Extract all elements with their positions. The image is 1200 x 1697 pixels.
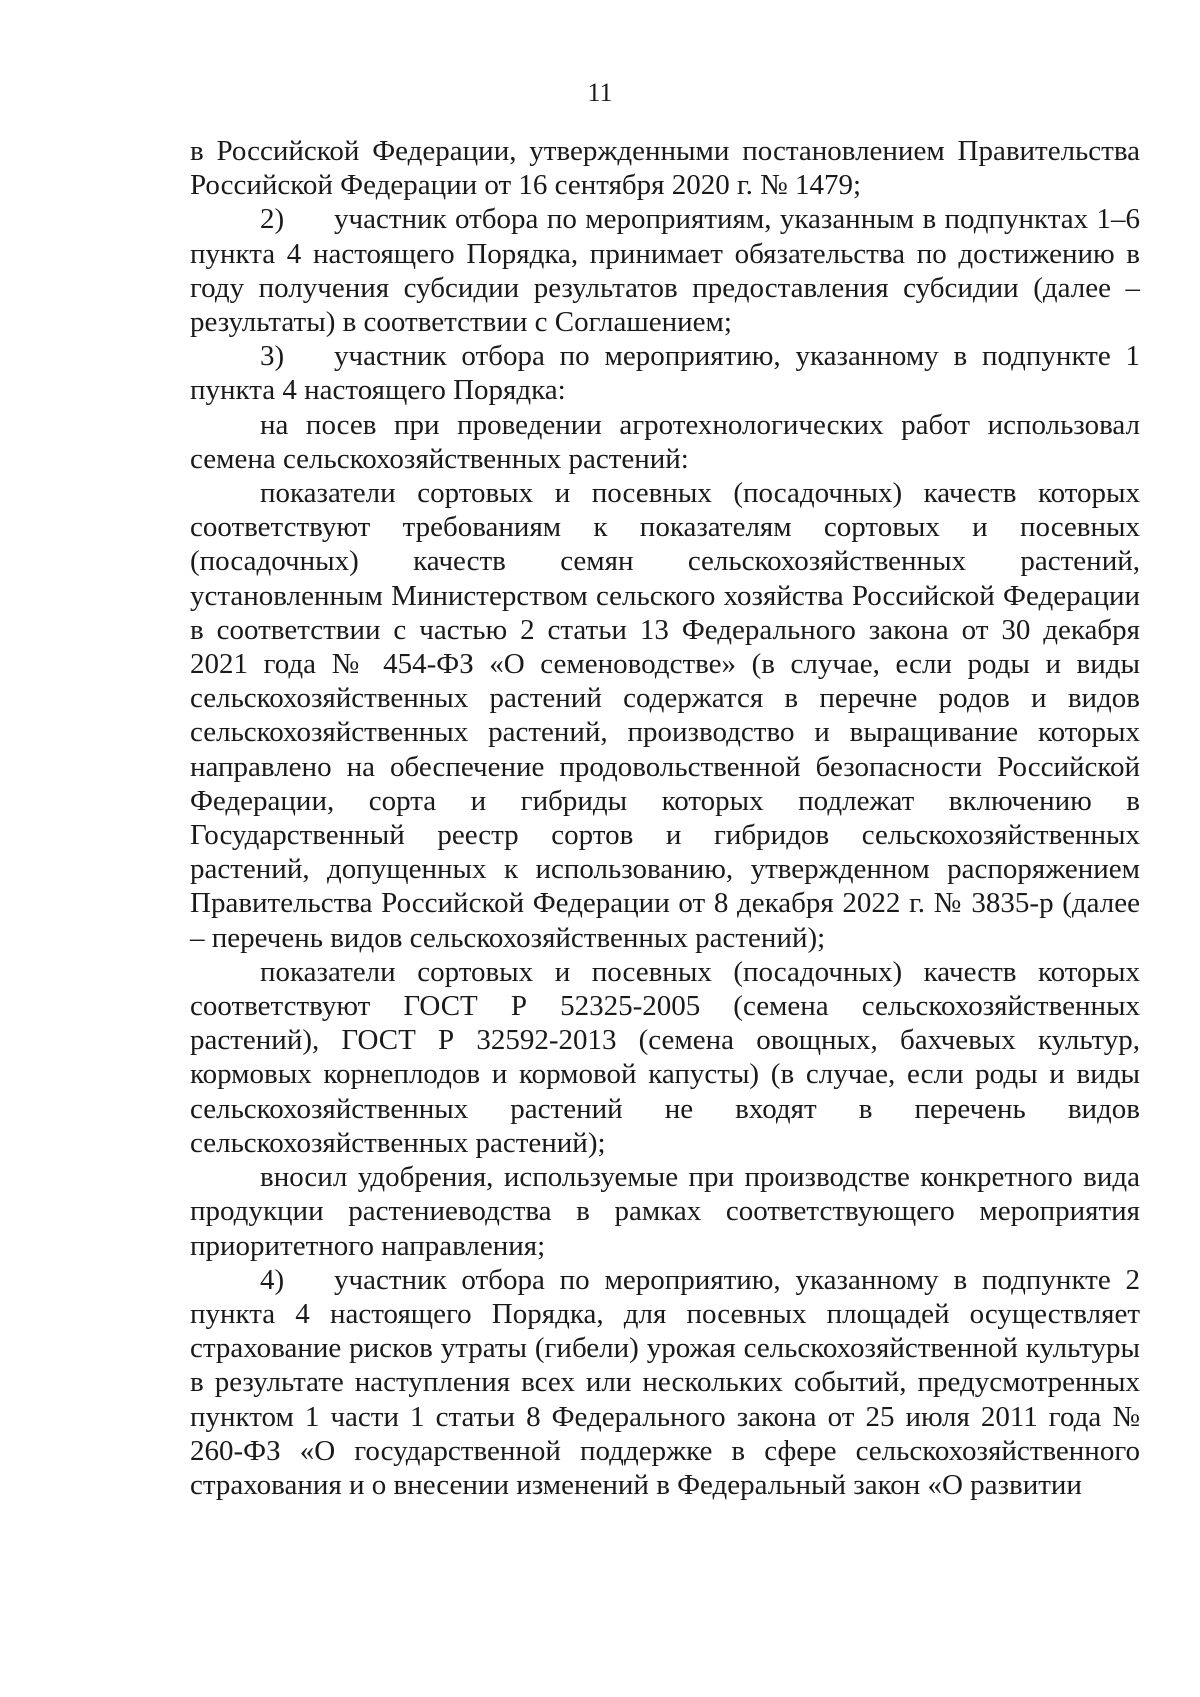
item-number: 4) xyxy=(260,1263,285,1296)
paragraph-text: участник отбора по мероприятию, указанному в подпункте 1 пункта 4 настоящего Порядка: xyxy=(190,340,1140,407)
paragraph-item-3 xyxy=(190,339,1140,407)
paragraph-text: участник отбора по мероприятию, указанному в подпункте 2 пункта 4 настоящего Порядка, для посевных площадей осуществляет страхование рисков утраты (гибели) урожая сельскохозяйственной культуры в результате наступления всех или нескольких событий, предусмотренных пунктом 1 части 1 статьи 8 Федерального закона от 25 июля 2011 года № 260-ФЗ «О государственной поддержке в сфере сельскохозяйственного страхования и о внесении изменений в Федеральный закон «О развитии xyxy=(190,1263,1140,1501)
paragraph-fertilizers: вносил удобрения, используемые при производстве конкретного вида продукции растениеводства в рамках соответствующего мероприятия приоритетного направления; xyxy=(190,1161,1140,1262)
paragraph-gost: показатели сортовых и посевных (посадочных) качеств которых соответствуют ГОСТ Р 52325-2005 (семена сельскохозяйственных растений), ГОСТ Р 32592-2013 (семена овощных, бахчевых культур, кормовых корнеплодов и кормовой капусты) (в случае, если роды и виды сельскохозяйственных растений не входят в перечень видов сельскохозяйственных растений); xyxy=(190,955,1140,1159)
paragraph-item-2 xyxy=(190,202,1140,339)
paragraph-continuation: в Российской Федерации, утвержденными постановлением Правительства Российской Федерации от 16 сентября 2020 г. № 1479; xyxy=(190,135,1140,202)
paragraph-sowing: на посев при проведении агротехнологических работ использовал семена сельскохозяйственных растений: xyxy=(190,408,1140,475)
item-number: 2) xyxy=(260,203,285,236)
item-number: 3) xyxy=(260,340,285,373)
paragraph-quality-indicators: показатели сортовых и посевных (посадочных) качеств которых соответствуют требованиям к показателям сортовых и посевных (посадочных) качеств семян сельскохозяйственных растений, установленным Министерством сельского хозяйства Российской Федерации в соответствии с частью 2 статьи 13 Федерального закона от 30 декабря 2021 года № 454-ФЗ «О семеноводстве» (в случае, если роды и виды сельскохозяйственных растений содержатся в перечне родов и видов сельскохозяйственных растений, производство и выращивание которых направлено на обеспечение продовольственной безопасности Российской Федерации, сорта и гибриды которых подлежат включению в Государственный реестр сортов и гибридов сельскохозяйственных растений, допущенных к использованию, утвержденном распоряжением Правительства Российской Федерации от 8 декабря 2022 г. № 3835-р (далее – перечень видов сельскохозяйственных растений); xyxy=(190,477,1140,954)
document-body xyxy=(190,134,1140,1502)
paragraph-item-4 xyxy=(190,1263,1140,1502)
page-number: 11 xyxy=(587,78,613,107)
paragraph-text: участник отбора по мероприятиям, указанным в подпунктах 1–6 пункта 4 настоящего Порядка, принимает обязательства по достижению в году получения субсидии результатов предоставления субсидии (далее – результаты) в соответствии с Соглашением; xyxy=(190,203,1140,339)
